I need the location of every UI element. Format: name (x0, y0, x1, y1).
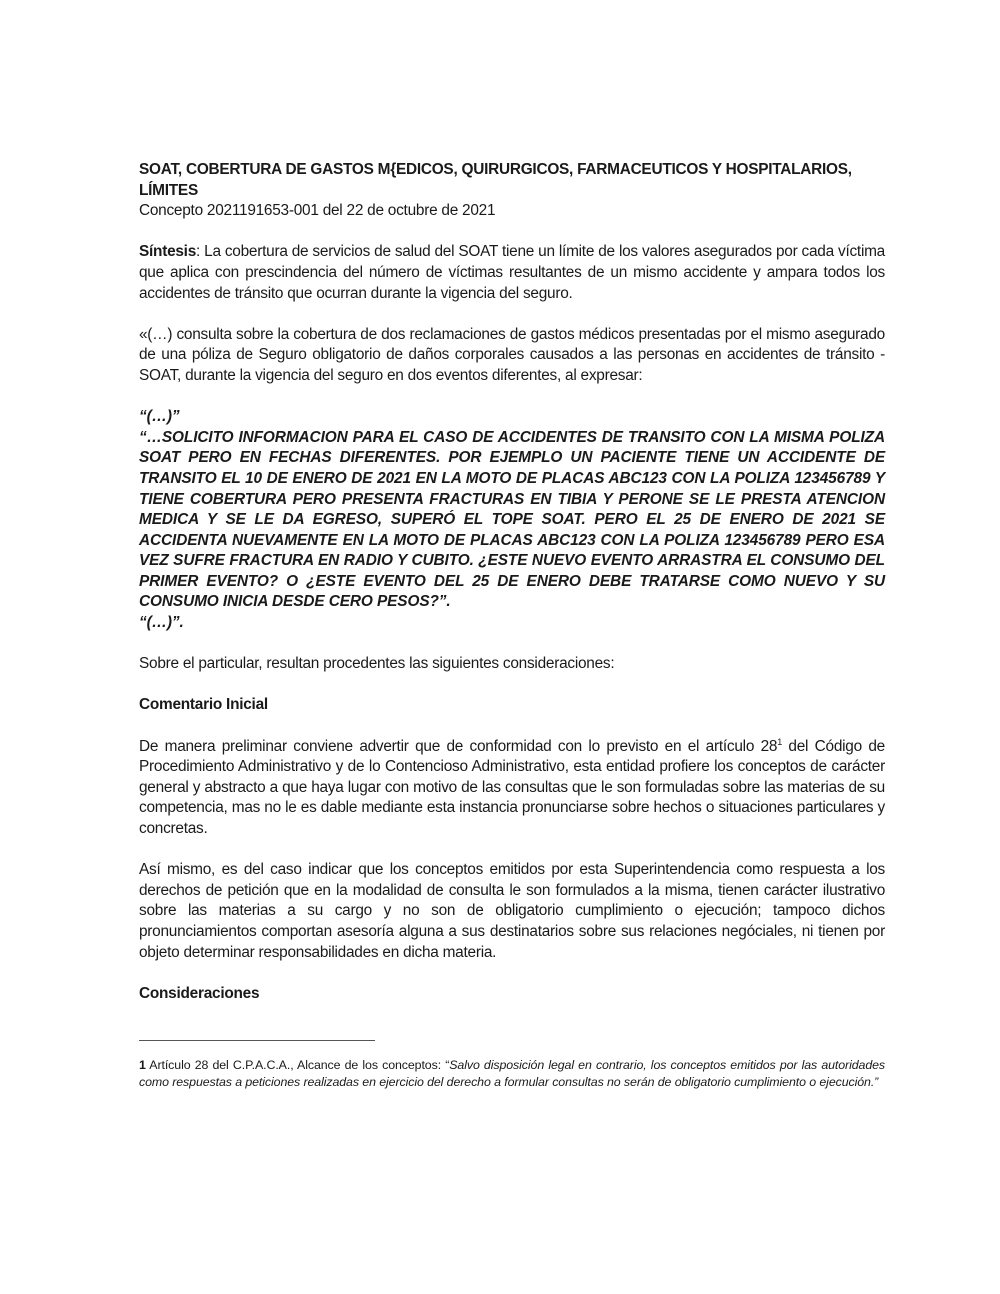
quote-open: “(…)” (139, 408, 180, 426)
considerations-intro: Sobre el particular, resultan procedentes las siguientes consideraciones: (139, 655, 615, 673)
initial-p1-part-a: De manera preliminar conviene advertir que de conformidad con lo previsto en el artículo 28 (139, 737, 778, 755)
initial-p1-part-b: del Código de Procedimiento Administrativo y de lo Contencioso Administrativo, esta entidad profiere los conceptos de carácter general y abstracto a que haya lugar con motivo de las consultas que le son formuladas sobre las materias de su competencia, mas no le es dable mediante esta instancia pronunciarse sobre hechos o situaciones particulares y concretas. (139, 737, 885, 837)
footnote-lead: Artículo 28 del C.P.A.C.A., Alcance de los conceptos: “ (145, 1058, 450, 1072)
footnote (139, 1057, 885, 1091)
footnote-divider (139, 1040, 375, 1041)
document-title: SOAT, COBERTURA DE GASTOS M{EDICOS, QUIRURGICOS, FARMACEUTICOS Y HOSPITALARIOS, LÍMITES (139, 161, 852, 199)
quote-body: “…SOLICITO INFORMACION PARA EL CASO DE ACCIDENTES DE TRANSITO CON LA MISMA POLIZA SOAT PERO EN FECHAS DIFERENTES. POR EJEMPLO UN PACIENTE TIENE UN ACCIDENTE DE TRANSITO EL 10 DE ENERO DE 2021 EN LA MOTO DE PLACAS ABC123 CON LA POLIZA 123456789 Y TIENE COBERTURA PERO PRESENTA FRACTURAS EN TIBIA Y PERONE SE LE PRESTA ATENCION MEDICA Y SE LE DA EGRESO, SUPERÓ EL TOPE SOAT. PERO EL 25 DE ENERO DE 2021 SE ACCIDENTA NUEVAMENTE EN LA MOTO DE PLACAS ABC123 CON LA POLIZA 123456789 PERO ESA VEZ SUFRE FRACTURA EN RADIO Y CUBITO. ¿ESTE NUEVO EVENTO ARRASTRA EL CONSUMO DEL PRIMER EVENTO? O ¿ESTE EVENTO DEL 25 DE ENERO DEBE TRATARSE COMO NUEVO Y SU CONSUMO INICIA DESDE CERO PESOS?”. (139, 428, 885, 611)
concept-reference: Concepto 2021191653-001 del 22 de octubre de 2021 (139, 202, 496, 220)
quote-close: “(…)”. (139, 614, 184, 632)
heading-considerations: Consideraciones (139, 984, 260, 1002)
footnote-reference: 1 (777, 736, 782, 747)
heading-initial-comment: Comentario Inicial (139, 696, 268, 714)
synthesis-label: Síntesis (139, 243, 197, 261)
intro-paragraph: «(…) consulta sobre la cobertura de dos reclamaciones de gastos médicos presentadas por el mismo asegurado de una póliza de Seguro obligatorio de daños corporales causados a las personas en accidentes de tránsito - SOAT, durante la vigencia del seguro en dos eventos diferentes, al expresar: (139, 325, 885, 384)
initial-comment-paragraph-1 (139, 737, 885, 840)
synthesis-paragraph (139, 242, 885, 304)
footnote-quoted: Salvo disposición legal en contrario, los conceptos emitidos por las autoridades como respuestas a peticiones realizadas en ejercicio del derecho a formular consultas no serán de obligatorio cumplimiento o ejecución.” (139, 1058, 885, 1090)
document-body (139, 160, 885, 1004)
footnote-number: 1 (139, 1058, 146, 1072)
consultation-quote (139, 407, 885, 634)
synthesis-text: : La cobertura de servicios de salud del SOAT tiene un límite de los valores asegurados por cada víctima que aplica con prescindencia del número de víctimas resultantes de un mismo accidente y ampara todos los accidentes de tránsito que ocurran durante la vigencia del seguro. (139, 243, 885, 302)
initial-comment-paragraph-2: Así mismo, es del caso indicar que los conceptos emitidos por esta Superintendencia como respuesta a los derechos de petición que en la modalidad de consulta le son formulados a la misma, tienen carácter ilustrativo sobre las materias a su cargo y no son de obligatorio cumplimiento o ejecución; tampoco dichos pronunciamientos comportan asesoría alguna a sus destinatarios sobre sus relaciones negóciales, ni tienen por objeto determinar responsabilidades en dicha materia. (139, 861, 885, 961)
